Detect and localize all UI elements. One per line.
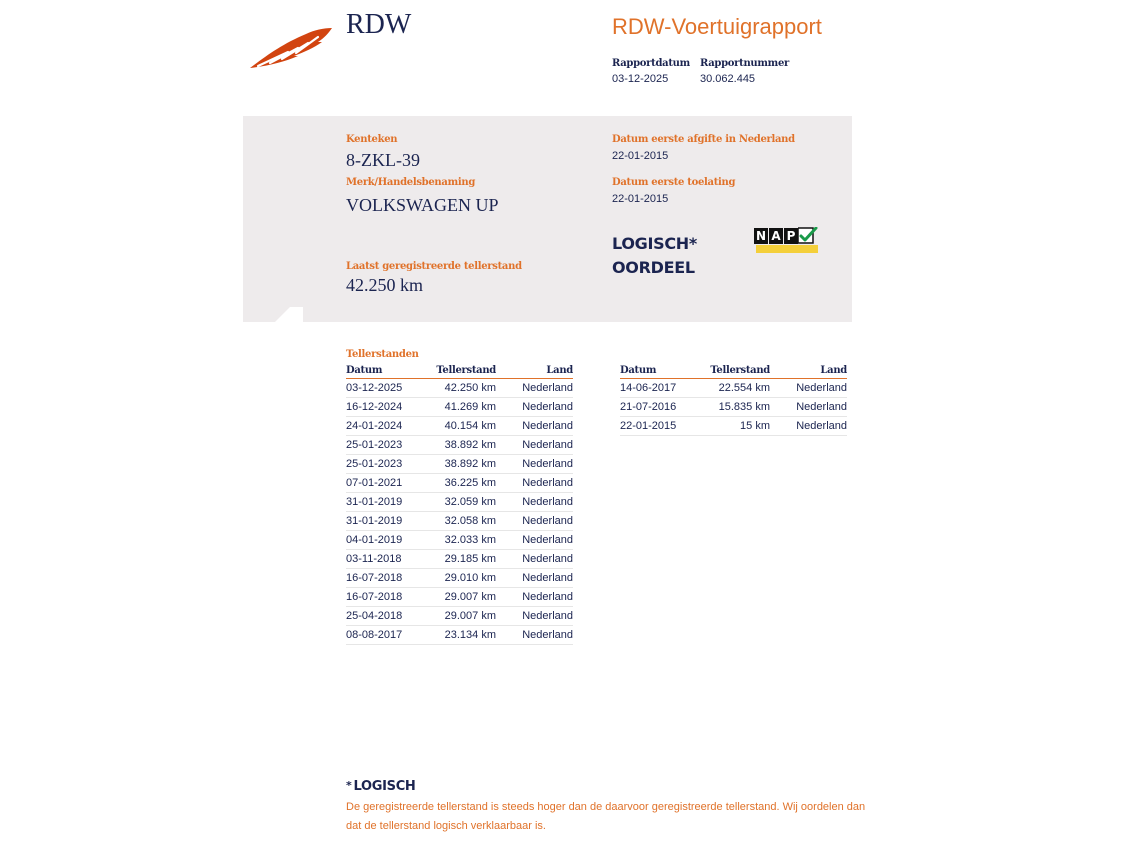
footnote-title bbox=[346, 779, 416, 794]
report-date-label: Rapportdatum bbox=[612, 58, 690, 69]
column-header-odometer: Tellerstand bbox=[700, 364, 770, 379]
report-title: RDW-Voertuigrapport bbox=[612, 14, 822, 39]
column-header-odometer: Tellerstand bbox=[426, 364, 496, 379]
plate-label: Kenteken bbox=[346, 134, 398, 145]
country-cell: Nederland bbox=[496, 569, 573, 588]
column-header-date: Datum bbox=[346, 364, 426, 379]
odometer-cell: 29.010 km bbox=[426, 569, 496, 588]
plate-value: 8-ZKL-39 bbox=[346, 150, 420, 170]
date-cell: 03-11-2018 bbox=[346, 550, 426, 569]
date-cell: 08-08-2017 bbox=[346, 626, 426, 645]
date-cell: 31-01-2019 bbox=[346, 493, 426, 512]
odometer-cell: 38.892 km bbox=[426, 455, 496, 474]
odometer-table-left-body bbox=[346, 379, 573, 645]
first-issue-nl-label: Datum eerste afgifte in Nederland bbox=[612, 134, 795, 145]
country-cell: Nederland bbox=[496, 588, 573, 607]
footnote-title-text: LOGISCH bbox=[353, 779, 416, 794]
odometer-cell: 22.554 km bbox=[700, 379, 770, 398]
make-value: VOLKSWAGEN UP bbox=[346, 195, 499, 215]
country-cell: Nederland bbox=[496, 512, 573, 531]
odometer-cell: 32.033 km bbox=[426, 531, 496, 550]
date-cell: 14-06-2017 bbox=[620, 379, 700, 398]
footnote-text: De geregistreerde tellerstand is steeds hoger dan de daarvoor geregistreerde tellerstand. Wij oordelen dan dat de tellerstand logisch verklaarbaar is. bbox=[346, 801, 866, 832]
verdict-line-2: OORDEEL bbox=[612, 258, 695, 277]
column-header-country: Land bbox=[496, 364, 573, 379]
nap-letter: A bbox=[769, 228, 783, 244]
country-cell: Nederland bbox=[496, 550, 573, 569]
column-header-date: Datum bbox=[620, 364, 700, 379]
country-cell: Nederland bbox=[770, 379, 847, 398]
odometer-cell: 32.058 km bbox=[426, 512, 496, 531]
nap-badge-strip bbox=[756, 245, 818, 253]
date-cell: 25-01-2023 bbox=[346, 436, 426, 455]
odometer-table-right-body bbox=[620, 379, 847, 436]
nap-check-icon bbox=[798, 227, 818, 245]
column-header-country: Land bbox=[770, 364, 847, 379]
report-date: 03-12-2025 bbox=[612, 73, 669, 85]
first-admission-label: Datum eerste toelating bbox=[612, 177, 736, 188]
date-cell: 25-04-2018 bbox=[346, 607, 426, 626]
odometer-cell: 15 km bbox=[700, 417, 770, 436]
date-cell: 31-01-2019 bbox=[346, 512, 426, 531]
odometer-cell: 23.134 km bbox=[426, 626, 496, 645]
date-cell: 16-07-2018 bbox=[346, 588, 426, 607]
odometer-section-title: Tellerstanden bbox=[346, 349, 419, 360]
verdict-line-1: LOGISCH* bbox=[612, 234, 697, 253]
table-row bbox=[620, 398, 847, 417]
odometer-cell: 40.154 km bbox=[426, 417, 496, 436]
country-cell: Nederland bbox=[496, 455, 573, 474]
country-cell: Nederland bbox=[770, 417, 847, 436]
odometer-cell: 41.269 km bbox=[426, 398, 496, 417]
org-name: RDW bbox=[346, 9, 412, 40]
table-row bbox=[346, 569, 573, 588]
table-row bbox=[346, 379, 573, 398]
footnote-star: * bbox=[346, 779, 352, 792]
date-cell: 25-01-2023 bbox=[346, 455, 426, 474]
date-cell: 21-07-2016 bbox=[620, 398, 700, 417]
date-cell: 24-01-2024 bbox=[346, 417, 426, 436]
country-cell: Nederland bbox=[496, 436, 573, 455]
table-row bbox=[346, 417, 573, 436]
report-number: 30.062.445 bbox=[700, 73, 756, 85]
make-label: Merk/Handelsbenaming bbox=[346, 177, 476, 188]
first-admission-value: 22-01-2015 bbox=[612, 193, 669, 205]
odometer-cell: 29.007 km bbox=[426, 607, 496, 626]
nap-badge bbox=[754, 228, 818, 254]
country-cell: Nederland bbox=[496, 626, 573, 645]
table-row bbox=[346, 455, 573, 474]
table-row bbox=[346, 531, 573, 550]
odometer-cell: 36.225 km bbox=[426, 474, 496, 493]
date-cell: 04-01-2019 bbox=[346, 531, 426, 550]
table-row bbox=[346, 607, 573, 626]
nap-letters bbox=[754, 228, 798, 244]
table-row bbox=[346, 550, 573, 569]
date-cell: 16-12-2024 bbox=[346, 398, 426, 417]
verdict bbox=[612, 232, 697, 280]
odometer-cell: 32.059 km bbox=[426, 493, 496, 512]
odometer-cell: 15.835 km bbox=[700, 398, 770, 417]
first-issue-nl-value: 22-01-2015 bbox=[612, 150, 669, 162]
last-odometer-label: Laatst geregistreerde tellerstand bbox=[346, 261, 522, 272]
odometer-cell: 29.185 km bbox=[426, 550, 496, 569]
odometer-cell: 38.892 km bbox=[426, 436, 496, 455]
rdw-feather-logo-icon bbox=[248, 26, 334, 70]
country-cell: Nederland bbox=[496, 474, 573, 493]
odometer-table-right bbox=[620, 364, 847, 436]
report-number-label: Rapportnummer bbox=[700, 58, 789, 69]
table-row bbox=[346, 512, 573, 531]
table-row bbox=[346, 436, 573, 455]
date-cell: 22-01-2015 bbox=[620, 417, 700, 436]
country-cell: Nederland bbox=[496, 398, 573, 417]
odometer-cell: 42.250 km bbox=[426, 379, 496, 398]
country-cell: Nederland bbox=[496, 379, 573, 398]
table-row bbox=[620, 417, 847, 436]
table-row bbox=[346, 474, 573, 493]
vehicle-info-panel bbox=[243, 116, 852, 322]
date-cell: 16-07-2018 bbox=[346, 569, 426, 588]
country-cell: Nederland bbox=[770, 398, 847, 417]
country-cell: Nederland bbox=[496, 493, 573, 512]
table-row bbox=[346, 588, 573, 607]
date-cell: 03-12-2025 bbox=[346, 379, 426, 398]
odometer-cell: 29.007 km bbox=[426, 588, 496, 607]
odometer-table-left bbox=[346, 364, 573, 645]
table-row bbox=[620, 379, 847, 398]
table-row bbox=[346, 493, 573, 512]
last-odometer-value: 42.250 km bbox=[346, 275, 424, 295]
table-row bbox=[346, 398, 573, 417]
table-header-row bbox=[620, 364, 847, 379]
nap-letter: P bbox=[784, 228, 798, 244]
panel-notch bbox=[243, 307, 303, 322]
country-cell: Nederland bbox=[496, 417, 573, 436]
date-cell: 07-01-2021 bbox=[346, 474, 426, 493]
table-row bbox=[346, 626, 573, 645]
table-header-row bbox=[346, 364, 573, 379]
country-cell: Nederland bbox=[496, 531, 573, 550]
nap-letter: N bbox=[755, 229, 767, 243]
country-cell: Nederland bbox=[496, 607, 573, 626]
